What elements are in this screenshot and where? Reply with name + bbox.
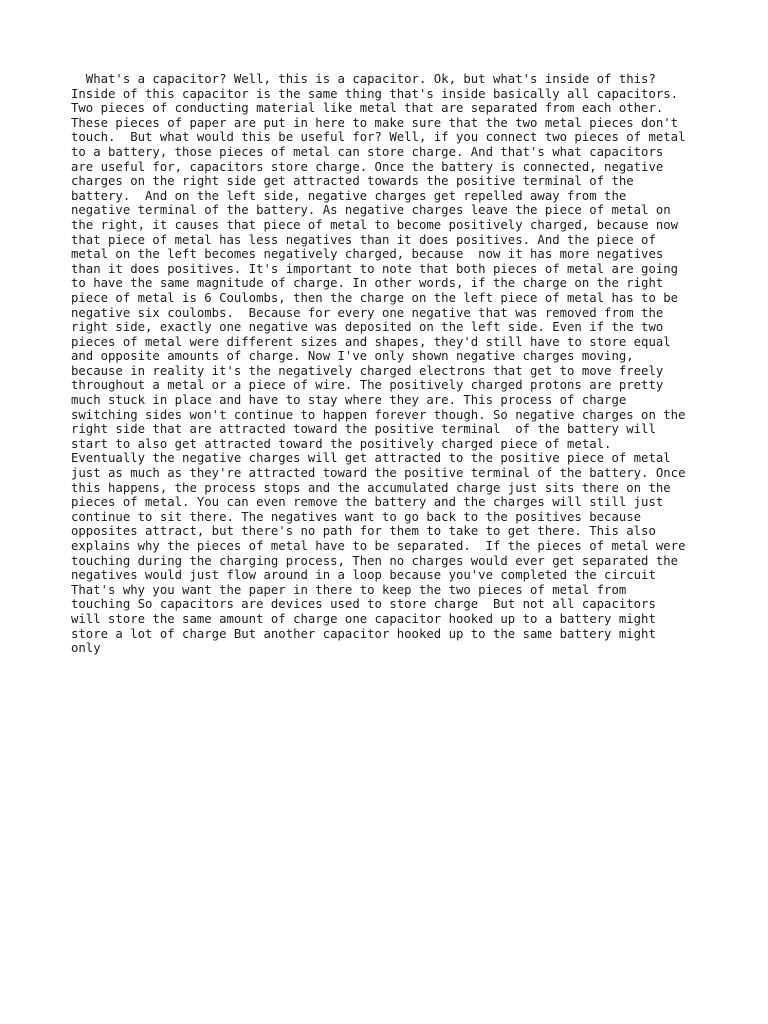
transcript-text: What's a capacitor? Well, this is a capacitor. Ok, but what's inside of this? Inside of this capacitor is the same thing that's inside basically all capacitors. Two pieces of conducting material like metal that are separated from each other. These pieces of paper are put in here to make sure that the two metal pieces don't touch. But what would this be useful for? Well, if you connect two pieces of metal to a battery, those pieces of metal can store charge. And that's what capacitors are useful for, capacitors store charge. Once the battery is connected, negative charges on the right side get attracted towards the positive terminal of the battery. And on the left side, negative charges get repelled away from the negative terminal of the battery. As negative charges leave the piece of metal on the right, it causes that piece of metal to become positively charged, because now that piece of metal has less negatives than it does positives. And the piece of metal on the left becomes negatively charged, because now it has more negatives than it does positives. It's important to note that both pieces of metal are going to have the same magnitude of charge. In other words, if the charge on the right piece of metal is 6 Coulombs, then the charge on the left piece of metal has to be negative six coulombs. Because for every one negative that was removed from the right side, exactly one negative was deposited on the left side. Even if the two pieces of metal were different sizes and shapes, they'd still have to store equal and opposite amounts of charge. Now I've only shown negative charges moving, because in reality it's the negatively charged electrons that get to move freely throughout a metal or a piece of wire. The positively charged protons are pretty much stuck in place and have to stay where they are. This process of charge switching sides won't continue to happen forever though. So negative charges on the right side that are attracted toward the positive terminal of the battery will start to also get attracted toward the positively charged piece of metal. Eventually the negative charges will get attracted to the positive piece of metal just as much as they're attracted toward the positive terminal of the battery. Once this happens, the process stops and the accumulated charge just sits there on the pieces of metal. You can even remove the battery and the charges will still just continue to sit there. The negatives want to go back to the positives because opposites attract, but there's no path for them to take to get there. This also explains why the pieces of metal have to be separated. If the pieces of metal were touching during the charging process, Then no charges would ever get separated the negatives would just flow around in a loop because you've completed the circuit That's why you want the paper in there to keep the two pieces of metal from touching So capacitors are devices used to store charge But not all capacitors will store the same amount of charge one capacitor hooked up to a battery might store a lot of charge But another capacitor hooked up to the same battery might only xyxy=(71,72,686,656)
